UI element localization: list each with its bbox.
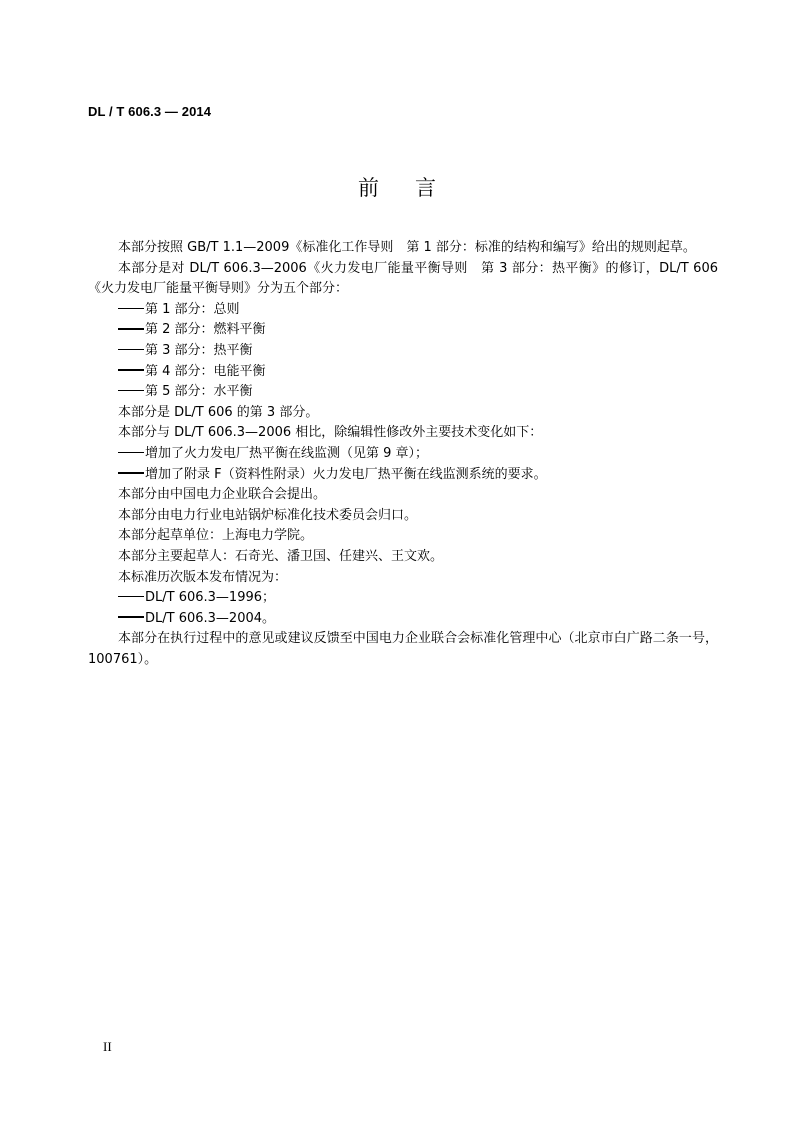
paragraph-drafters: 本部分主要起草人：石奇光、潘卫国、任建兴、王文欢。 <box>118 548 444 564</box>
list-item-text: DL/T 606.3—1996； <box>145 590 276 606</box>
list-item-part <box>88 300 718 321</box>
list-item-text: 第 2 部分：燃料平衡 <box>145 322 266 338</box>
document-code-header: DL / T 606.3 — 2014 <box>88 104 212 119</box>
list-item-part <box>88 320 718 341</box>
dash-marker <box>118 616 144 617</box>
dash-marker <box>118 349 144 350</box>
paragraph-administered-by: 本部分由电力行业电站锅炉标准化技术委员会归口。 <box>118 507 418 523</box>
page-title: 前言 <box>358 176 472 200</box>
list-item-text: 增加了附录 F（资料性附录）火力发电厂热平衡在线监测系统的要求。 <box>145 466 547 482</box>
paragraph-drafting-unit: 本部分起草单位：上海电力学院。 <box>118 528 314 544</box>
dash-marker <box>118 452 144 453</box>
dash-marker <box>118 328 144 329</box>
list-item-history <box>88 609 718 630</box>
foreword-body <box>88 238 718 670</box>
paragraph-feedback: 本部分在执行过程中的意见或建议反馈至中国电力企业联合会标准化管理中心（北京市白广路二条一号，100761）。 <box>88 631 718 667</box>
dash-marker <box>118 369 144 370</box>
dash-marker <box>118 472 144 473</box>
paragraph-part-number: 本部分是 DL/T 606 的第 3 部分。 <box>118 404 319 420</box>
list-item-text: 第 5 部分：水平衡 <box>145 384 253 400</box>
paragraph-drafting-rules: 本部分按照 GB/T 1.1—2009《标准化工作导则 第 1 部分：标准的结构和编写》给出的规则起草。 <box>118 240 696 255</box>
list-item-text: 第 3 部分：热平衡 <box>145 342 253 358</box>
paragraph-history-intro: 本标准历次版本发布情况为： <box>118 569 288 585</box>
list-item-history <box>88 588 718 609</box>
paragraph-revision: 本部分是对 DL/T 606.3—2006《火力发电厂能量平衡导则 第 3 部分：热平衡》的修订，DL/T 606《火力发电厂能量平衡导则》分为五个部分： <box>88 260 718 297</box>
dash-marker <box>118 390 144 391</box>
list-item-change <box>88 444 718 465</box>
list-item-text: 增加了火力发电厂热平衡在线监测（见第 9 章）； <box>145 445 429 461</box>
list-item-text: 第 4 部分：电能平衡 <box>145 363 266 379</box>
dash-marker <box>118 596 144 597</box>
dash-marker <box>118 308 144 309</box>
paragraph-changes-intro: 本部分与 DL/T 606.3—2006 相比，除编辑性修改外主要技术变化如下： <box>118 425 543 441</box>
list-item-part <box>88 362 718 383</box>
list-item-text: 第 1 部分：总则 <box>145 301 240 317</box>
list-item-change <box>88 465 718 486</box>
list-item-part <box>88 341 718 362</box>
list-item-text: DL/T 606.3—2004。 <box>145 610 276 626</box>
paragraph-proposed-by: 本部分由中国电力企业联合会提出。 <box>118 487 327 503</box>
list-item-part <box>88 382 718 403</box>
page-number: II <box>103 1039 112 1054</box>
